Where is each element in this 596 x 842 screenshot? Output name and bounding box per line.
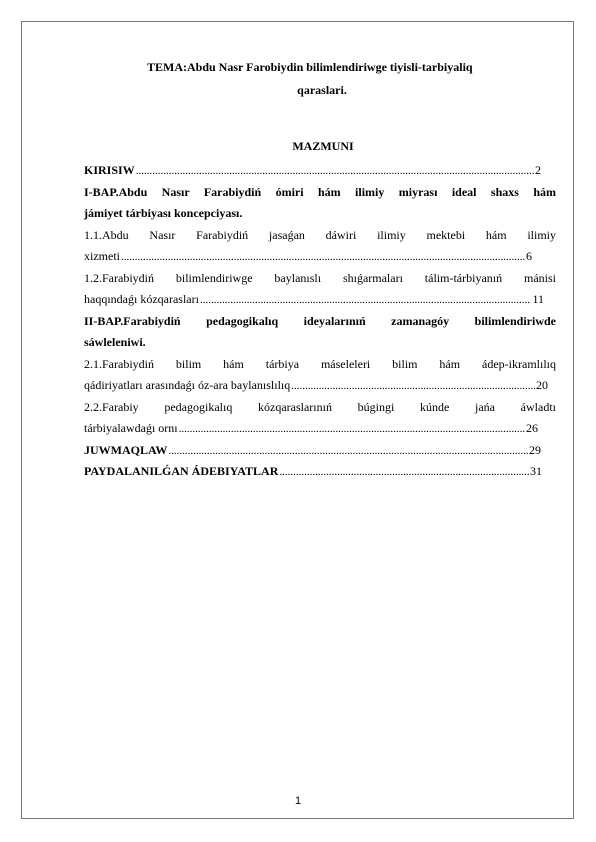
toc-entry-juwmaqlaw — [84, 440, 556, 462]
contents-heading: MAZMUNI — [292, 139, 354, 153]
toc-leader-dots — [200, 290, 531, 312]
document-title-continued: qaraslari. — [297, 83, 347, 97]
toc-section-1-2-line1: 1.2.Farabiydiń bilimlendiriwge baylanıslı shıǵarmaları tálim-tárbiyanıń mánisi — [84, 270, 556, 285]
toc-page-number: 31 — [530, 464, 542, 478]
toc-label: KIRISIW — [84, 163, 135, 177]
document-title: TEMA:Abdu Nasr Farobiydin bilimlendiriwge tiyisli-tarbiyaliq — [147, 60, 473, 74]
toc-section-2-1-line1: 2.1.Farabiydiń bilim hám tárbiya máseleleri bilim hám ádep-ikramlılıq — [84, 356, 556, 371]
toc-chapter-2-line1: II-BAP.Farabiydiń pedagogikalıq ideyalarınıń zamanagóy bilimlendiriwde — [84, 313, 556, 328]
toc-entry-kirisiw — [84, 160, 556, 182]
toc-chapter-1-line1: I-BAP.Abdu Nasır Farabiydiń ómiri hám ilimiy miyrası ideal shaxs hám — [84, 184, 556, 199]
toc-page-number: 11 — [532, 292, 544, 306]
toc-leader-dots — [121, 247, 525, 269]
toc-entry-1-2 — [84, 289, 556, 311]
table-of-contents — [84, 160, 556, 483]
toc-leader-dots — [291, 376, 535, 398]
toc-label: qádiriyatları arasındaǵı óz-ara baylanıslılıq — [84, 378, 291, 392]
toc-entry-paydalanilgan — [84, 461, 556, 483]
toc-section-1-1-line1: 1.1.Abdu Nasır Farabiydiń jasaǵan dáwiri ilimiy mektebi hám ilimiy — [84, 227, 556, 242]
toc-leader-dots — [168, 441, 528, 463]
toc-chapter-1-line2: jámiyet tárbiyası koncepciyası. — [84, 206, 243, 220]
page-number: 1 — [294, 795, 302, 807]
toc-label: JUWMAQLAW — [84, 442, 168, 457]
toc-section-2-2-line1: 2.2.Farabiy pedagogikalıq kózqaraslarınıń búgingi kúnde jańa áwladtı — [84, 399, 556, 414]
toc-page-number: 29 — [529, 442, 541, 457]
toc-entry-1-1 — [84, 246, 556, 268]
toc-leader-dots — [136, 161, 534, 183]
toc-page-number: 6 — [526, 249, 532, 263]
toc-leader-dots — [279, 462, 529, 484]
toc-chapter-2-line2: sáwleleniwi. — [84, 335, 146, 349]
toc-label: xizmeti — [84, 249, 120, 263]
toc-label: PAYDALANILǴAN ÁDEBIYATLAR — [84, 464, 279, 478]
toc-entry-2-1 — [84, 375, 556, 397]
toc-page-number: 2 — [535, 163, 541, 177]
toc-page-number: 20 — [536, 378, 548, 392]
toc-label: haqqındaǵı kózqarasları — [84, 292, 199, 306]
toc-leader-dots — [179, 419, 525, 441]
toc-page-number: 26 — [526, 421, 538, 435]
toc-label: tárbiyalawdaǵı ornı — [84, 421, 178, 435]
toc-entry-2-2 — [84, 418, 556, 440]
